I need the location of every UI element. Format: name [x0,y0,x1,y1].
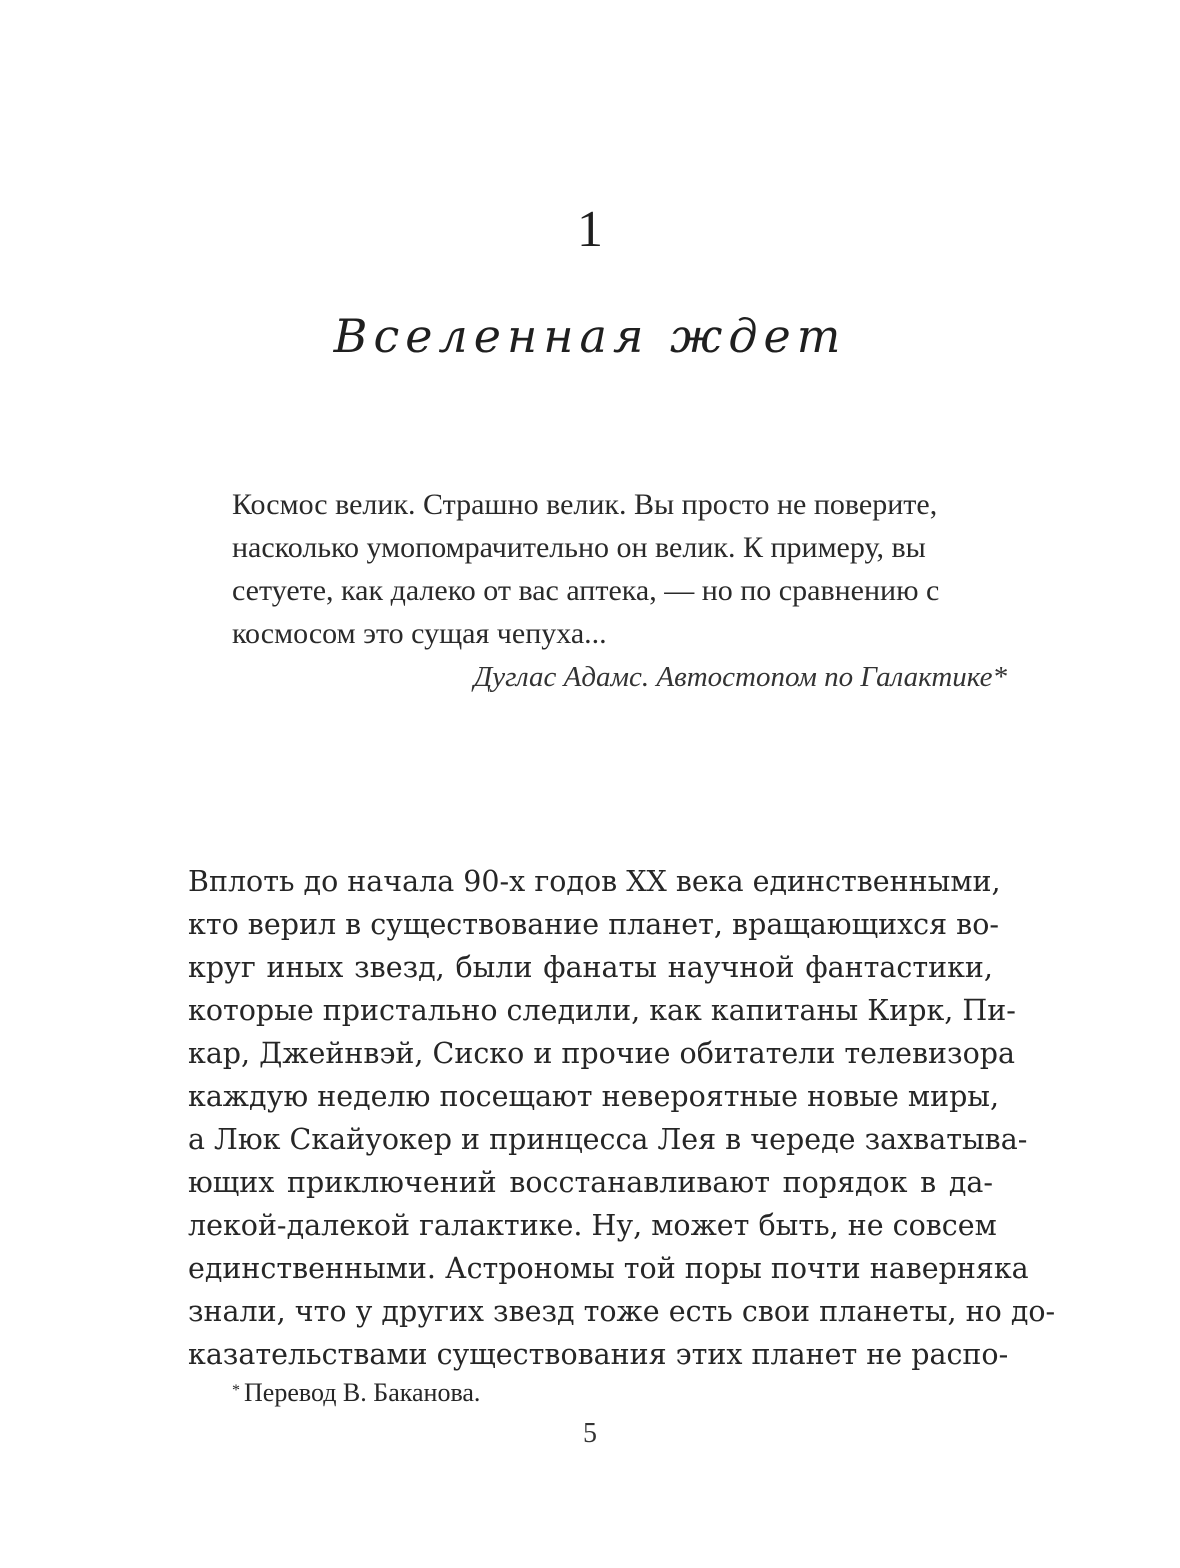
footnote-text: Перевод В. Баканова. [244,1378,481,1407]
body-line: ющих приключений восстанавливают порядок в да- [188,1166,993,1199]
page-number: 5 [583,1418,597,1449]
body-line: лекой-далекой галактике. Ну, может быть, не совсем [188,1209,997,1242]
body-line: каждую неделю посещают невероятные новые миры, [188,1080,1000,1113]
epigraph [232,483,1032,699]
body-line: Вплоть до начала 90-х годов XX века единственными, [188,865,1001,898]
epigraph-line: сетуете, как далеко от вас аптека, — но по сравнению с [232,574,940,607]
chapter-number: 1 [577,201,603,258]
footnote-marker: * [232,1382,240,1399]
epigraph-line: насколько умопомрачительно он велик. К примеру, вы [232,531,926,564]
body-line: кто верил в существование планет, вращающихся во- [188,908,1000,941]
body-line: которые пристально следили, как капитаны Кирк, Пи- [188,994,1016,1027]
body-line: круг иных звезд, были фанаты научной фантастики, [188,951,993,984]
body-line: казательствами существования этих планет не распо- [188,1338,1009,1371]
epigraph-line: Космос велик. Страшно велик. Вы просто не поверите, [232,488,938,521]
epigraph-line: космосом это сущая чепуха... [232,617,607,650]
epigraph-text [232,483,1032,655]
body-line: а Люк Скайуокер и принцесса Лея в череде захватыва- [188,1123,1028,1156]
body-text [188,860,1056,1376]
body-line: единственными. Астрономы той поры почти наверняка [188,1252,1029,1285]
body-line: знали, что у других звезд тоже есть свои планеты, но до- [188,1295,1056,1328]
epigraph-source: Дуглас Адамс. Автостопом по Галактике* [473,661,1007,693]
chapter-title: Вселенная ждет [333,309,847,363]
body-line: кар, Джейнвэй, Сиско и прочие обитатели телевизора [188,1037,1015,1070]
footnote [232,1374,480,1410]
